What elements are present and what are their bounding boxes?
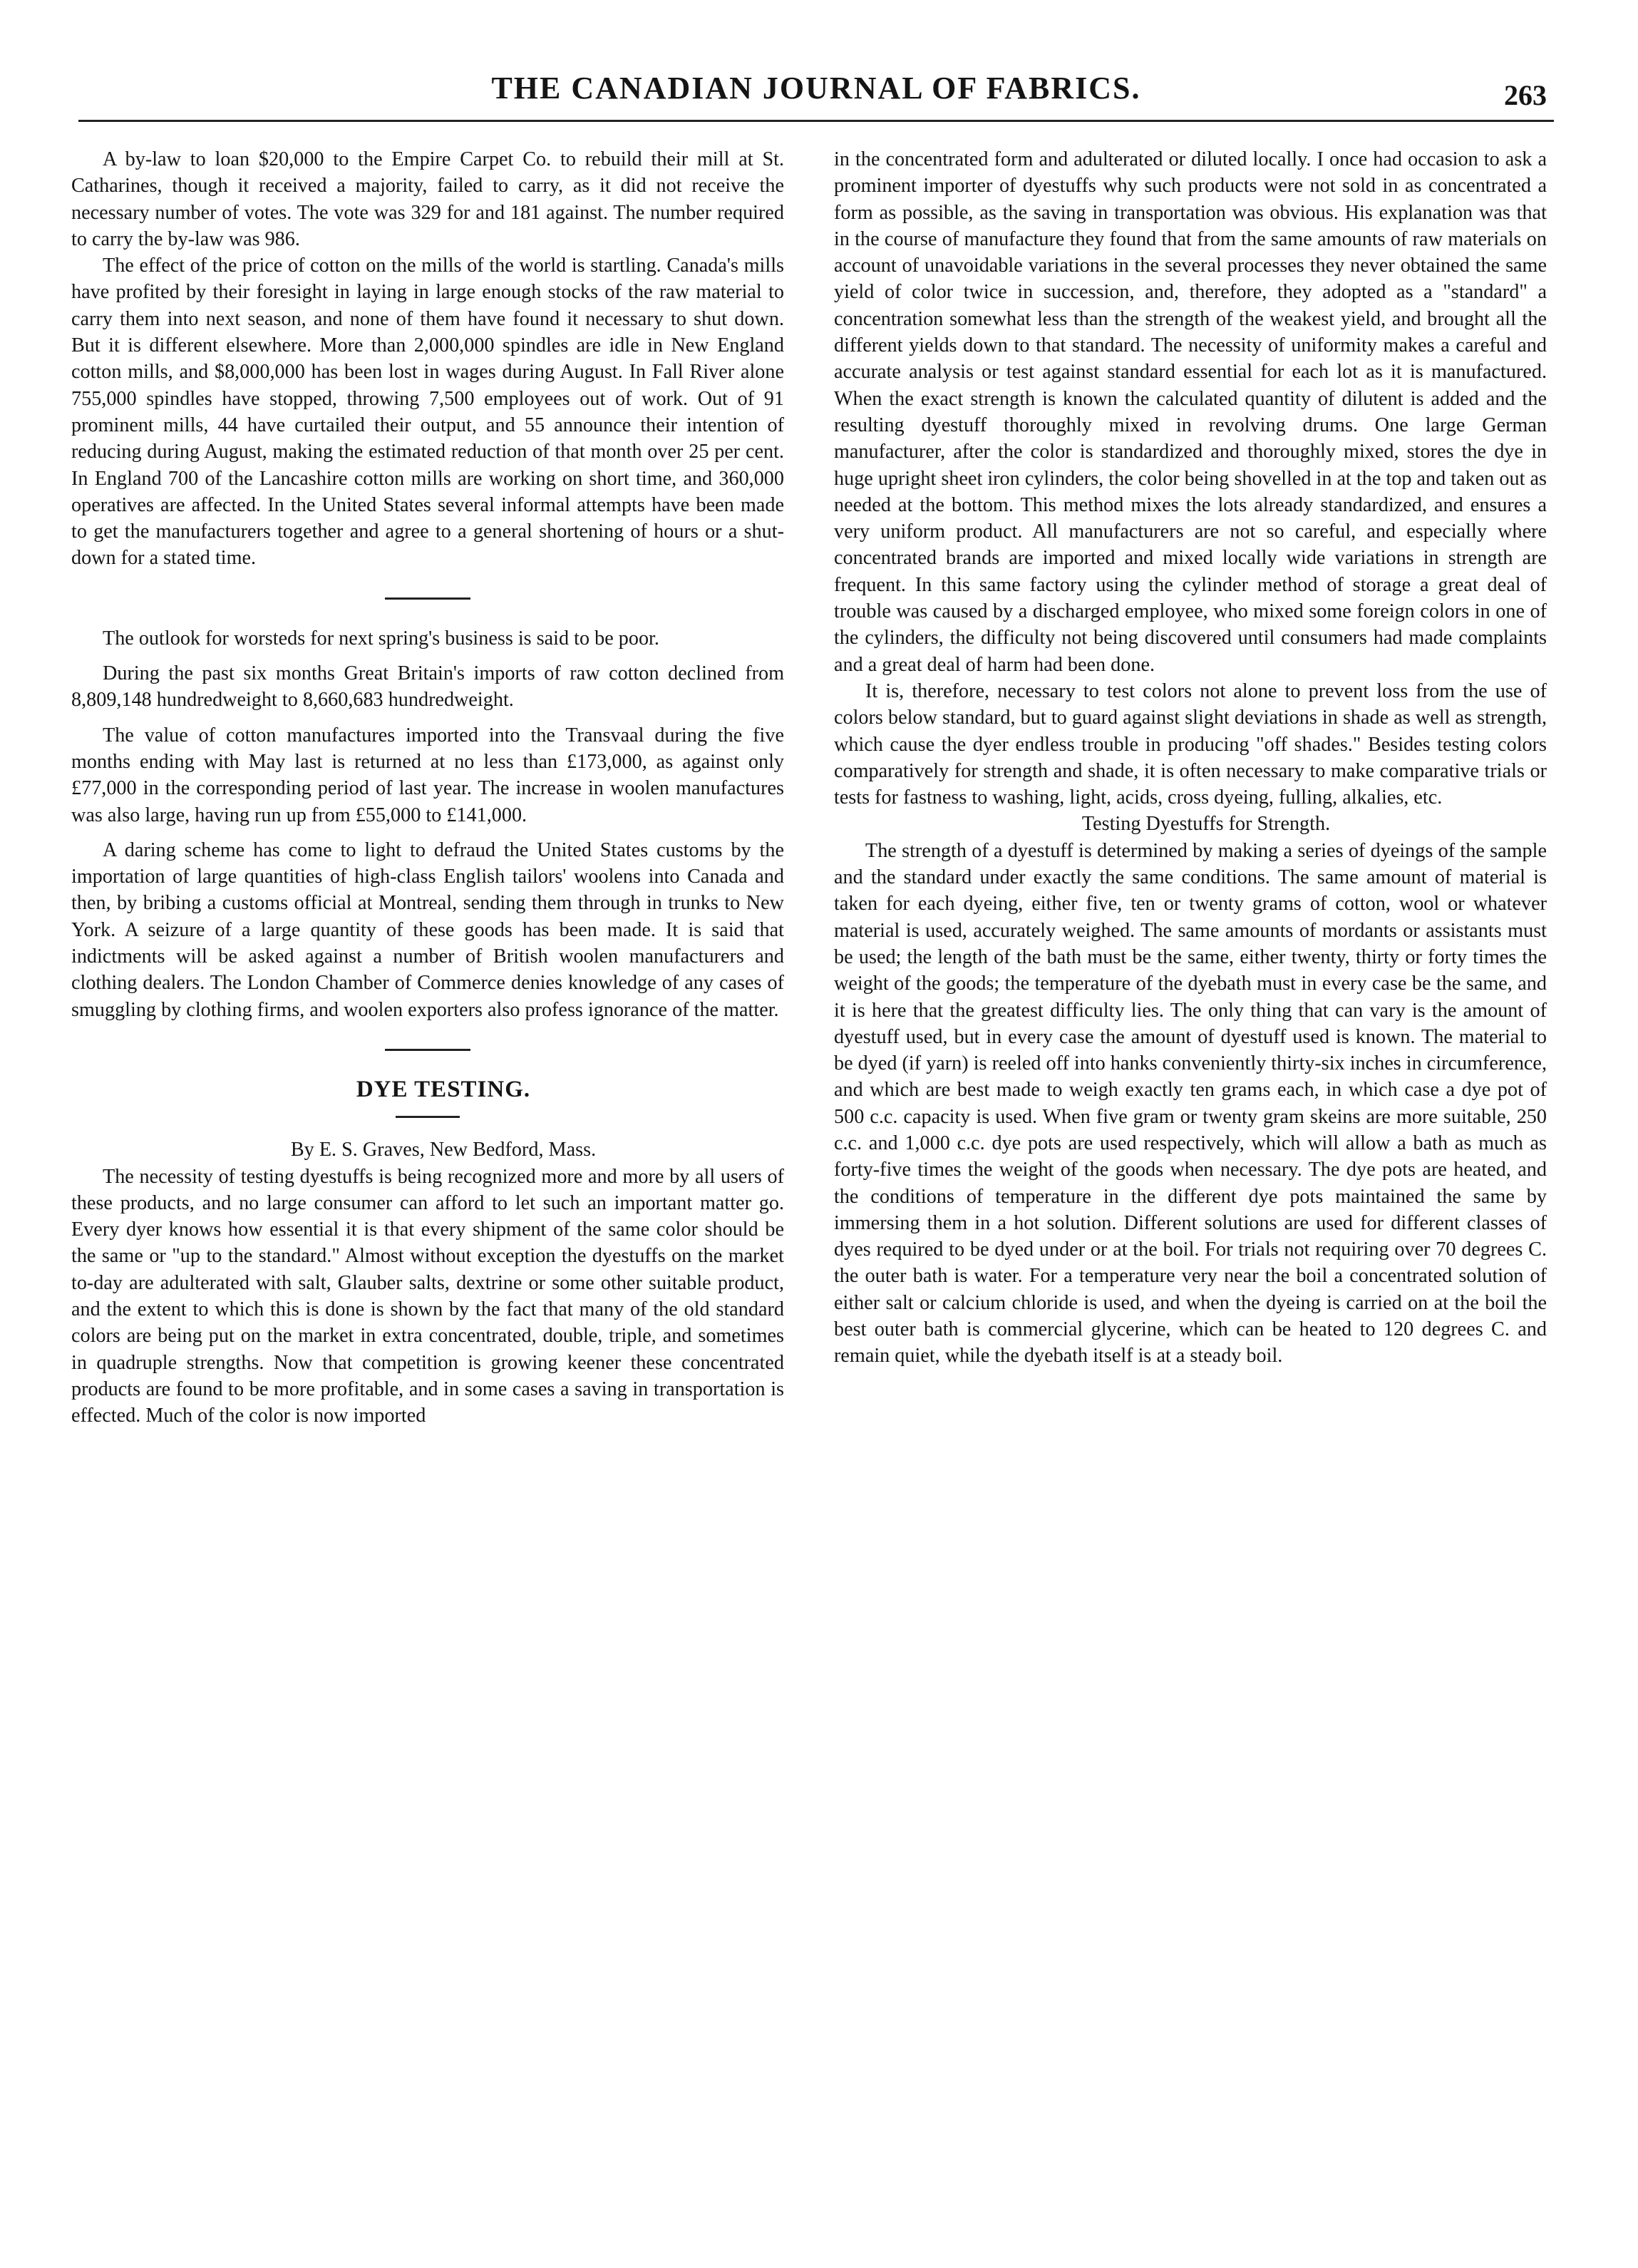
subheading-testing-strength: Testing Dyestuffs for Strength.: [1081, 813, 1331, 836]
left-column: [71, 146, 784, 1429]
paragraph-testing-necessity: It is, therefore, necessary to test colors not alone to prevent loss from the use of colors below standard, but to guard against slight deviations in shade as well as strength, which cause the dyer endless trouble in producing "off shades." Besides testing colors comparatively for strength and shade, it is often necessary to make comparative trials or tests for fastness to washing, light, acids, cross dyeing, fulling, alkalies, etc.: [834, 679, 1547, 809]
journal-title: THE CANADIAN JOURNAL OF FABRICS.: [491, 71, 1141, 106]
paragraph-customs-scheme: A daring scheme has come to light to defraud the United States customs by the importation of large quantities of high-class English tailors' woolens into Canada and then, by bribing a customs official at Montreal, sending them through in trunks to New York. A seizure of a large quantity of these goods has been made. It is said that indictments will be asked against a number of British woolen manufacturers and clothing dealers. The London Chamber of Commerce denies knowledge of any cases of smuggling by clothing firms, and woolen exporters also profess ignorance of the matter.: [71, 838, 784, 1021]
article-byline: By E. S. Graves, New Bedford, Mass.: [290, 1139, 597, 1161]
paragraph-dye-testing-intro: The necessity of testing dyestuffs is being recognized more and more by all users of these products, and no large consumer can afford to let such an important matter go. Every dyer knows how essential it is that every shipment of the same color should be the same or "up to the standard." Almost without exception the dyestuffs on the market to-day are adulterated with salt, Glauber salts, dextrine or some other suitable product, and the extent to which this is done is shown by the fact that many of the old standard colors are being put on the market in extra concentrated, double, triple, and sometimes in quadruple strengths. Now that competition is growing keener these concentrated products are found to be more profitable, and in some cases a saving in transportation is effected. Much of the color is now imported: [71, 1165, 784, 1427]
page-header: [64, 50, 1568, 128]
paragraph-strength-method: The strength of a dyestuff is determined by making a series of dyeings of the sample and the standard under exactly the same conditions. The same amount of material is taken for each dyeing, either five, ten or twenty grams of cotton, wool or whatever material is used, accurately weighed. The same amounts of mordants or assistants must be used; the length of the bath must be the same, either twenty, thirty or forty times the weight of the goods; the temperature of the dyebath must in every case be the same, and it is here that the greatest difficulty lies. The only thing that can vary is the amount of dyestuff used, but in every case the amount of dyestuff used is known. The material to be dyed (if yarn) is reeled off into hanks conveniently thirty-six inches in circumference, and which are best made to weigh exactly ten grams each, in which case a dye pot of 500 c.c. capacity is used. When five gram or twenty gram skeins are more suitable, 250 c.c. and 1,000 c.c. dye pots are used respectively, which will allow a bath as much as forty-five times the weight of the goods when necessary. The dye pots are heated, and the conditions of temperature in the different dye pots maintained the same by immersing them in a hot solution. Different solutions are used for different classes of dyes required to be dyed under or at the boil. For trials not requiring over 70 degrees C. the outer bath is water. For a temperature very near the boil a concentrated solution of either salt or calcium chloride is used, and when the dyeing is carried on at the boil the best outer bath is commercial glycerine, which can be heated to 120 degrees C. and remain quiet, while the dyebath itself is at a steady boil.: [834, 839, 1547, 1368]
article-heading: DYE TESTING.: [356, 1076, 531, 1102]
paragraph-worsteds-outlook: The outlook for worsteds for next spring's business is said to be poor.: [103, 627, 659, 650]
paragraph-concentrated-form: in the concentrated form and adulterated or diluted locally. I once had occasion to ask a prominent importer of dyestuffs why such products were not sold in as concentrated a form as possible, as the saving in transportation was obvious. His explanation was that in the course of manufacture they found that from the same amounts of raw materials on account of unavoidable variations in the several processes they never obtained the same yield of color twice in succession, and, therefore, they adopted as a "standard" a concentration somewhat less than the strength of the weakest yield, and brought all the different yields down to that standard. The necessity of uniformity makes a careful and accurate analysis or test against standard essential for each lot as it is manufactured. When the exact strength is known the calculated quantity of dilutent is added and the resulting dyestuff thoroughly mixed in revolving drums. One large German manufacturer, after the color is standardized and thoroughly mixed, stores the dye in huge upright sheet iron cylinders, the color being shovelled in at the top and taken out as needed at the bottom. This method mixes the lots already standardized, and ensures a very uniform product. All manufacturers are not so careful, and especially where concentrated brands are imported and mixed locally wide variations in strength are frequent. In this same factory using the cylinder method of storage a great deal of trouble was caused by a discharged employee, who mixed some foreign colors in one of the cylinders, the difficulty not being discovered until consumers had made complaints and a great deal of harm had been done.: [834, 148, 1547, 676]
paragraph-transvaal-imports: The value of cotton manufactures imported into the Transvaal during the five months ending with May last is returned at no less than £173,000, as against only £77,000 in the corresponding period of last year. The increase in woolen manufactures was also large, having run up from £55,000 to £141,000.: [71, 724, 784, 826]
paragraph-bylaw-loan: A by-law to loan $20,000 to the Empire Carpet Co. to rebuild their mill at St. Catharines, though it received a majority, failed to carry, as it did not receive the necessary number of votes. The vote was 329 for and 181 against. The number required to carry the by-law was 986.: [71, 148, 784, 250]
heading-divider: [396, 1116, 460, 1118]
paragraph-cotton-imports: During the past six months Great Britain's imports of raw cotton declined from 8,809,148 hundredweight to 8,660,683 hundredweight.: [71, 662, 784, 712]
right-column: [834, 146, 1547, 1370]
section-divider: [385, 1049, 470, 1051]
header-rule: [78, 120, 1554, 122]
paragraph-cotton-price: The effect of the price of cotton on the mills of the world is startling. Canada's mills have profited by their foresight in laying in large enough stocks of the raw material to carry them into next season, and none of them have found it necessary to shut down. But it is different elsewhere. More than 2,000,000 spindles are idle in New England cotton mills, and $8,000,000 has been lost in wages during August. In Fall River alone 755,000 spindles have stopped, throwing 7,500 employees out of work. Out of 91 prominent mills, 44 have curtailed their output, and 55 announce their intention of reducing during August, making the estimated reduction of that month over 25 per cent. In England 700 of the Lancashire cotton mills are working on short time, and 360,000 operatives are affected. In the United States several informal attempts have been made to get the manufacturers together and agree to a general shortening of hours or a shut-down for a stated time.: [71, 255, 784, 570]
section-divider: [385, 597, 470, 600]
page-number: 263: [1504, 79, 1547, 111]
